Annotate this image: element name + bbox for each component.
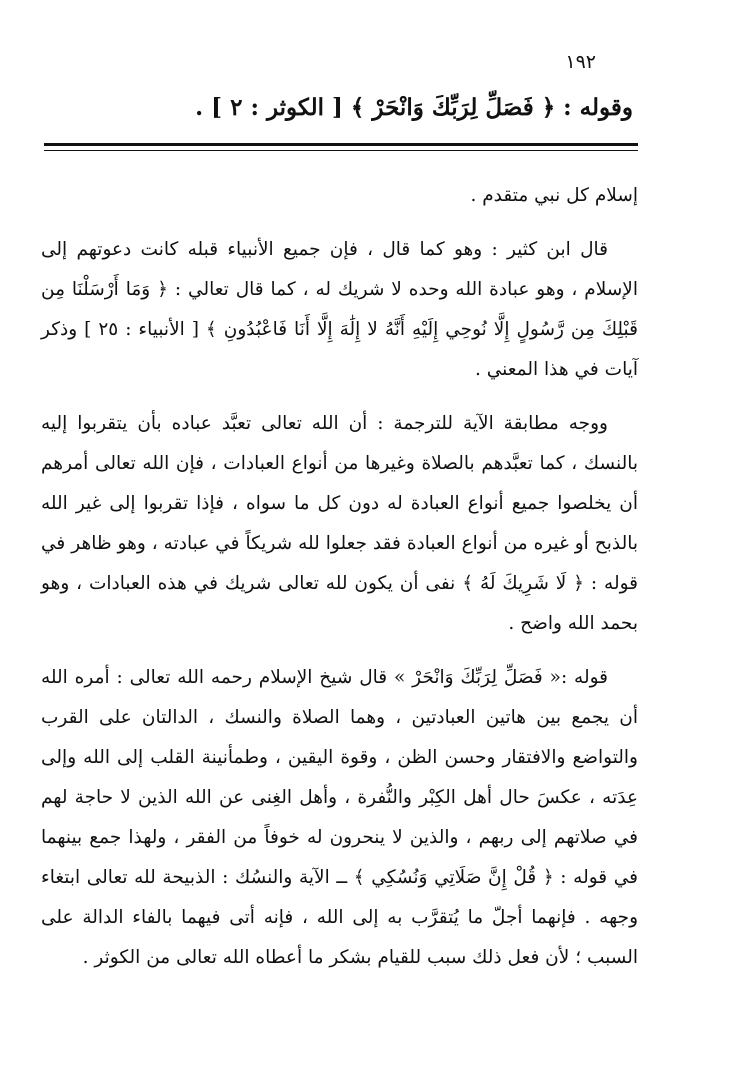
header-divider-thin	[44, 150, 638, 151]
page-header: وقوله : ﴿ فَصَلِّ لِرَبِّكَ وَانْحَرْ ﴾ [ الكوثر : ٢ ] .	[195, 94, 633, 121]
paragraph-2: قال ابن كثير : وهو كما قال ، فإن جميع الأنبياء قبله كانت دعوتهم إلى الإسلام ، وهو عبادة الله وحده لا شريك له ، كما قال تعالي : ﴿ وَمَا أَرْسَلْنَا مِن قَبْلِكَ مِن رَّسُولٍ إِلَّا نُوحِي إِلَيْهِ أَنَّهُ لا إِلَٰهَ إِلَّا أَنَا فَاعْبُدُونِ ﴾ [ الأنبياء : ٢٥ ] وذكر آيات في هذا المعني .	[41, 239, 638, 380]
body-text	[41, 176, 638, 978]
paragraph-1: إسلام كل نبي متقدم .	[470, 185, 638, 206]
paragraph-3: ووجه مطابقة الآية للترجمة : أن الله تعالى تعبَّد عباده بأن يتقربوا إليه بالنسك ، كما تعبَّدهم بالصلاة وغيرها من أنواع العبادات ، فإن الله تعالى أمرهم أن يخلصوا جميع أنواع العبادة له دون كل ما سواه ، فإذا تقربوا إلى غير الله بالذبح أو غيره من أنواع العبادة فقد جعلوا لله شريكاً في عبادته ، وهو ظاهر في قوله : ﴿ لَا شَرِيكَ لَهُ ﴾ نفى أن يكون لله تعالى شريك في هذه العبادات ، وهو بحمد الله واضح .	[41, 413, 638, 634]
paragraph-4: قوله :« فَصَلِّ لِرَبِّكَ وَانْحَرْ » قال شيخ الإسلام رحمه الله تعالى : أمره الله أن يجمع بين هاتين العبادتين ، وهما الصلاة والنسك ، الدالتان على القرب والتواضع والافتقار وحسن الظن ، وقوة اليقين ، وطمأنينة القلب إلى الله وإلى عِدَته ، عكسَ حال أهل الكِبْر والنُّفرة ، وأهل الغِنى عن الله الذين لا حاجة لهم في صلاتهم إلى ربهم ، والذين لا ينحرون له خوفاً من الفقر ، ولهذا جمع بينهما في قوله : ﴿ قُلْ إِنَّ صَلَاتِي وَنُسُكِي ﴾ ــ الآية والنسُك : الذبيحة لله تعالى ابتغاء وجهه . فإنهما أجلّ ما يُتقرَّب به إلى الله ، فإنه أتى فيهما بالفاء الدالة على السبب ؛ لأن فعل ذلك سبب للقيام بشكر ما أعطاه الله تعالى من الكوثر .	[41, 667, 638, 968]
header-divider-thick	[44, 143, 638, 146]
page-number: ١٩٢	[565, 51, 596, 73]
